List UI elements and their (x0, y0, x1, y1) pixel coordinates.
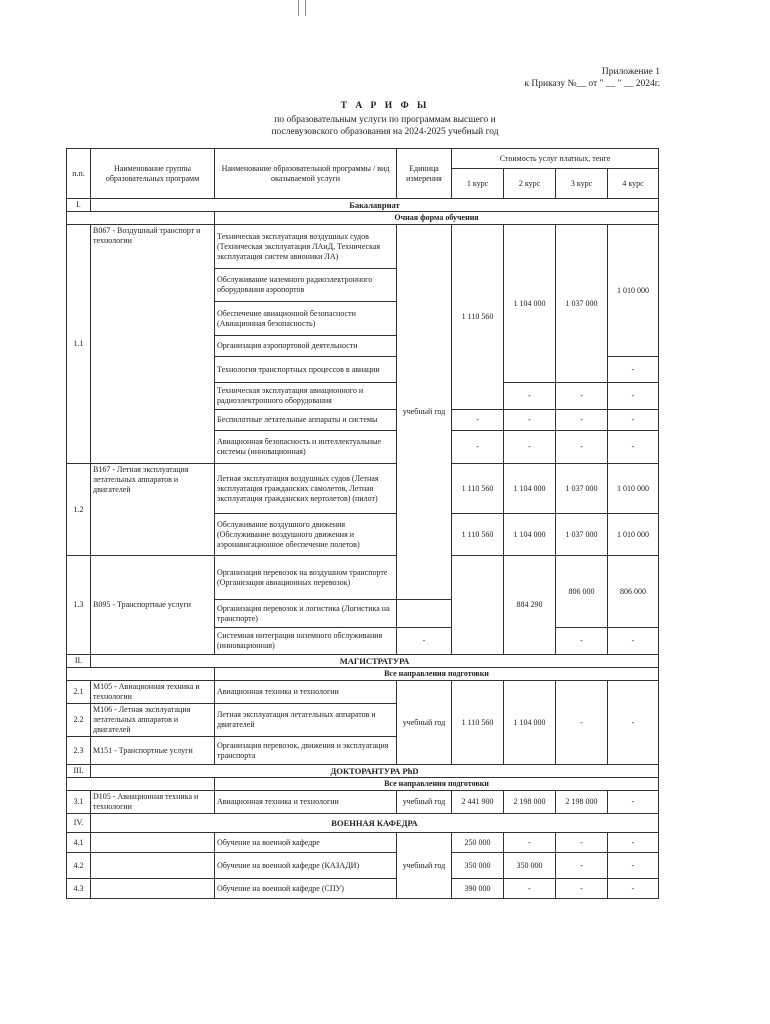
cost-course-4: - (608, 791, 659, 814)
cost-course-1: 250 000 (452, 833, 504, 853)
section-row (67, 814, 659, 833)
section-row (67, 765, 659, 778)
table-row (67, 556, 659, 600)
table-row (67, 833, 659, 853)
scan-mark (298, 0, 299, 16)
section-title: МАГИСТРАТУРА (91, 655, 659, 668)
annex-order-line: к Приказу №__ от " __ " __ 2024г. (524, 79, 660, 89)
row-num: 4.1 (67, 833, 91, 853)
unit-cell: учебный год (397, 225, 452, 600)
section-title: ВОЕННАЯ КАФЕДРА (91, 814, 659, 833)
program-group: В167 - Летная эксплуатация летательных аппаратов и двигателей (91, 464, 215, 556)
cost-course-3: - (556, 879, 608, 899)
annex-title: Приложение 1 (601, 67, 660, 77)
section-num: I. (67, 199, 91, 212)
program-name: Организация перевозок на воздушном транспорте (Организация авиационных перевозок) (215, 556, 397, 600)
section-num: III. (67, 765, 91, 778)
program-group: В067 - Воздушный транспорт и технологии (91, 225, 215, 464)
row-num: 2.1 (67, 681, 91, 704)
subsection-title: Все направления подготовки (215, 668, 659, 681)
annex-block (524, 66, 660, 90)
program-name: Обучение на военной кафедре (КАЗАДИ) (215, 853, 397, 879)
row-num: 1.3 (67, 556, 91, 655)
cost-course-3: 2 198 000 (556, 791, 608, 814)
cost-course-1: 350 000 (452, 853, 504, 879)
section-title: ДОКТОРАНТУРА PhD (91, 765, 659, 778)
program-group: В095 - Транспортные услуги (91, 556, 215, 655)
col-header-course-1: 1 курс (452, 169, 504, 199)
row-num: 2.3 (67, 737, 91, 765)
cost-course-1: - (452, 410, 504, 431)
table-row (67, 853, 659, 879)
program-name: Летная эксплуатация летательных аппаратов и двигателей (215, 704, 397, 737)
document-header (0, 100, 770, 138)
cost-course-2: 1 104 000 (504, 514, 556, 556)
cost-course-4: - (608, 410, 659, 431)
section-row (67, 199, 659, 212)
program-name: Обучение на военной кафедре (215, 833, 397, 853)
program-name: Авиационная техника и технологии (215, 791, 397, 814)
program-group: М106 - Летная эксплуатация летательных аппаратов и двигателей (91, 704, 215, 737)
subsection-row (67, 212, 659, 225)
cost-course-3: - (556, 383, 608, 410)
program-name: Организация аэропортовой деятельности (215, 336, 397, 357)
section-num: IV. (67, 814, 91, 833)
cost-course-2: 2 198 000 (504, 791, 556, 814)
row-num: 2.2 (67, 704, 91, 737)
program-name: Обслуживание воздушного движения (Обслуживание воздушного движения и аэронавигационное обеспечение полетов) (215, 514, 397, 556)
cost-course-1: 390 000 (452, 879, 504, 899)
cost-course-2: 1 104 000 (504, 681, 556, 765)
col-header-cost: Стоимость услуг платных, тенге (452, 149, 659, 169)
cost-course-2: - (504, 410, 556, 431)
cost-course-4: 1 010 000 (608, 514, 659, 556)
table-row (67, 791, 659, 814)
col-header-program: Наименование образовательной программы / вид оказываемой услуги (215, 149, 397, 199)
cost-course-4: - (608, 383, 659, 410)
section-row (67, 655, 659, 668)
cost-course-1: 884 290 (504, 556, 556, 655)
cost-course-4: - (608, 431, 659, 464)
header-row (67, 149, 659, 169)
cost-course-4: 1 010 000 (608, 225, 659, 357)
program-group: М105 - Авиационная техника и технологии (91, 681, 215, 704)
document-subtitle-2: послевузовского образования на 2024-2025 учебный год (271, 127, 499, 137)
row-num: 1.2 (67, 464, 91, 556)
section-title: Бакалавриат (91, 199, 659, 212)
program-name: Авиационная безопасность и интеллектуальные системы (инновационная) (215, 431, 397, 464)
row-num: 4.3 (67, 879, 91, 899)
unit-cell: учебный год (397, 681, 452, 765)
program-name: Обслуживание наземного радиоэлектронного оборудования аэропортов (215, 269, 397, 302)
cost-course-1: 1 110 560 (452, 681, 504, 765)
unit-cell: учебный год (397, 833, 452, 899)
table-row (67, 879, 659, 899)
cost-course-4: - (608, 879, 659, 899)
table-row (67, 681, 659, 704)
col-header-unit: Единица измерения (397, 149, 452, 199)
tariff-table (66, 148, 659, 899)
cost-course-3: - (556, 681, 608, 765)
cost-course-2: - (504, 833, 556, 853)
subsection-row (67, 778, 659, 791)
cost-course-1: - (452, 431, 504, 464)
cost-course-1: 1 110 560 (452, 225, 504, 410)
cost-course-3: 1 037 000 (556, 514, 608, 556)
cost-course-4: 1 010 000 (608, 464, 659, 514)
cost-course-2: - (504, 431, 556, 464)
cost-course-2: 1 104 000 (504, 225, 556, 383)
cost-course-2: 1 104 000 (504, 464, 556, 514)
cost-course-3: - (556, 833, 608, 853)
col-header-course-4: 4 курс (608, 169, 659, 199)
document-title: Т А Р И Ф Ы (340, 101, 430, 111)
table-row (67, 464, 659, 514)
cost-course-2: - (504, 879, 556, 899)
program-name: Летная эксплуатация воздушных судов (Летная эксплуатация гражданских самолетов, Летная эксплуатация гражданских вертолетов) (пилот) (215, 464, 397, 514)
cost-course-3: - (556, 628, 608, 655)
program-name: Организация перевозок и логистика (Логистика на транспорте) (215, 600, 397, 628)
cost-course-2: - (397, 628, 452, 655)
cost-course-1: 2 441 900 (452, 791, 504, 814)
cost-course-3: - (556, 853, 608, 879)
cost-course-4: - (608, 628, 659, 655)
program-name: Системная интеграция наземного обслуживания (инновационная) (215, 628, 397, 655)
subsection-row (67, 668, 659, 681)
cost-course-3: 806 000 (608, 556, 659, 628)
program-name: Беспилотные летательные аппараты и системы (215, 410, 397, 431)
col-header-course-2: 2 курс (504, 169, 556, 199)
subsection-title: Все направления подготовки (215, 778, 659, 791)
program-group: М151 - Транспортные услуги (91, 737, 215, 765)
cost-course-4: - (608, 853, 659, 879)
section-num: II. (67, 655, 91, 668)
cost-course-4: - (608, 357, 659, 383)
col-header-num: п.п. (67, 149, 91, 199)
row-num: 3.1 (67, 791, 91, 814)
cost-course-2: - (504, 383, 556, 410)
program-name: Обучение на военной кафедре (СПУ) (215, 879, 397, 899)
cost-course-1: 1 110 560 (452, 514, 504, 556)
program-group: D105 - Авиационная техника и технологии (91, 791, 215, 814)
program-name: Авиационная техника и технологии (215, 681, 397, 704)
cost-course-3: - (556, 410, 608, 431)
program-name: Обеспечение авиационной безопасности (Авиационная безопасность) (215, 302, 397, 336)
document-subtitle-1: по образовательным услуги по программам высшего и (274, 115, 496, 125)
program-name: Технология транспортных процессов в авиации (215, 357, 397, 383)
table-row (67, 225, 659, 269)
cost-course-3: 1 037 000 (556, 225, 608, 383)
cost-course-1: 1 110 560 (452, 464, 504, 514)
cost-course-2: 806 000 (556, 556, 608, 628)
cost-course-4: - (608, 681, 659, 765)
row-num: 4.2 (67, 853, 91, 879)
program-name: Техническая эксплуатация воздушных судов (Техническая эксплуатация ЛАиД, Техническая эксплуатация систем авионики ЛА) (215, 225, 397, 269)
col-header-group: Наименование группы образовательных программ (91, 149, 215, 199)
row-num: 1.1 (67, 225, 91, 464)
program-name: Организация перевозок, движения и эксплуатация транспорта (215, 737, 397, 765)
cost-course-3: 1 037 000 (556, 464, 608, 514)
unit-cell: учебный год (397, 791, 452, 814)
cost-course-2: 350 000 (504, 853, 556, 879)
col-header-course-3: 3 курс (556, 169, 608, 199)
cost-course-3: - (556, 431, 608, 464)
program-name: Техническая эксплуатация авиационного и радиоэлектронного оборудования (215, 383, 397, 410)
scan-mark (305, 0, 306, 16)
cost-course-4: - (608, 833, 659, 853)
subsection-title: Очная форма обучения (215, 212, 659, 225)
